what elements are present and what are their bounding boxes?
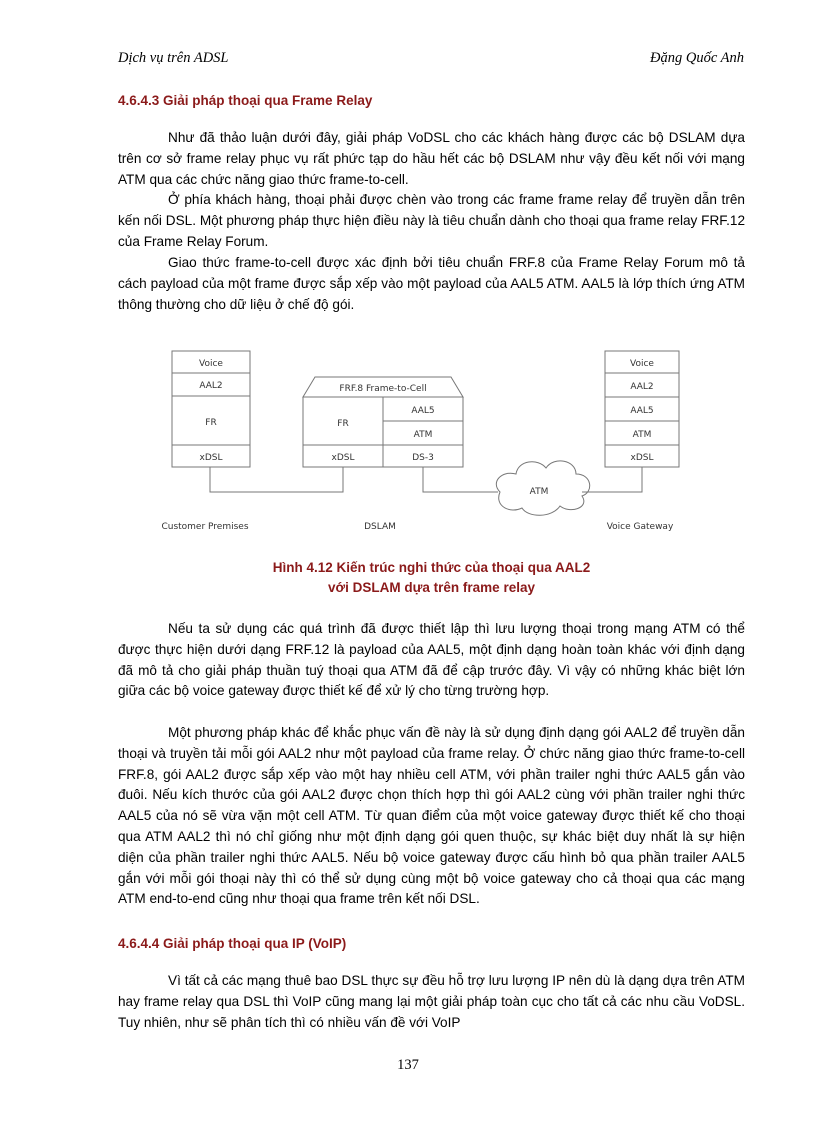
atm-cloud-label: ATM (529, 487, 549, 497)
page-header (118, 50, 744, 70)
dslam-label-ds3: DS-3 (412, 453, 434, 463)
customer-premises-label: Customer Premises (161, 522, 249, 532)
caption-line-2: với DSLAM dựa trên frame relay (328, 580, 535, 595)
figure-caption (118, 558, 745, 598)
cpe-dslam-link (210, 467, 343, 492)
paragraph: Một phương pháp khác để khắc phục vấn đề này là sử dụng định dạng gói AAL2 để truyền dẫn thoại và truyền tải mỗi gói AAL2 như một payload của frame relay. Ở chức năng giao thức frame-to-cell FRF.8, gói AAL2 được sắp xếp vào một hay nhiều cell ATM, với phần trailer nghi thức AAL5 gắn vào đuôi. Nếu kích thước của gói AAL2 được chọn thích hợp thì gói AAL2 cùng với phần trailer nghi thức AAL5 của nó sẽ vừa vặn một cell ATM. Từ quan điểm của một voice gateway được thiết kế cho thoại qua ATM AAL2 thì nó chỉ giống như một định dạng gói quen thuộc, sự khác biệt duy nhất là sự hiện diện của phần trailer nghi thức AAL5. Nếu bộ voice gateway được cấu hình bỏ qua phần trailer AAL5 gắn với mỗi gói thoại này thì có thể sử dụng cùng một bộ voice gateway cho cả thoại qua các mạng ATM end-to-end cũng như thoại qua frame trên kết nối DSL. (118, 725, 745, 907)
paragraph: Như đã thảo luận dưới đây, giải pháp VoDSL cho các khách hàng được các bộ DSLAM dựa trên cơ sở frame relay phục vụ rất phức tạp do hầu hết các bộ DSLAM như vậy đều kết nối với mạng ATM qua các chức năng giao thức frame-to-cell. (118, 130, 745, 187)
dslam-label-xdsl: xDSL (331, 453, 355, 463)
protocol-architecture-diagram (150, 342, 680, 538)
cpe-label-xdsl: xDSL (199, 453, 223, 463)
dslam-label-fr: FR (337, 419, 349, 429)
gw-label-aal5: AAL5 (630, 406, 654, 416)
paragraph: Ở phía khách hàng, thoại phải được chèn vào trong các frame frame relay để truyền dẫn trên kến nối DSL. Một phương pháp thực hiện điều này là tiêu chuẩn dành cho thoại qua frame relay FRF.12 của Frame Relay Forum. (118, 192, 745, 249)
voice-gateway-label: Voice Gateway (606, 522, 674, 532)
cpe-label-aal2: AAL2 (199, 381, 223, 391)
gw-label-aal2: AAL2 (630, 382, 654, 392)
dslam-label: DSLAM (364, 522, 396, 532)
gw-label-xdsl: xDSL (630, 453, 654, 463)
section-heading-voip: 4.6.4.4 Giải pháp thoại qua IP (VoIP) (118, 936, 347, 951)
header-title: Dịch vụ trên ADSL (118, 50, 229, 66)
paragraph: Vì tất cả các mạng thuê bao DSL thực sự đều hỗ trợ lưu lượng IP nên dù là dạng dựa trên ATM hay frame relay qua DSL thì VoIP cũng mang lại một giải pháp toàn cục cho tất cả các nhu cầu VoDSL. Tuy nhiên, như sẽ phân tích thì có nhiều vấn đề với VoIP (118, 973, 745, 1030)
dslam-title: FRF.8 Frame-to-Cell (339, 384, 427, 394)
gw-label-voice: Voice (630, 359, 654, 369)
cpe-label-fr: FR (205, 418, 217, 428)
paragraph: Nếu ta sử dụng các quá trình đã được thiết lập thì lưu lượng thoại trong mạng ATM có thể được thực hiện dưới dạng FRF.12 là payload của AAL5, một định dạng hoàn toàn khác với định dạng đã mô tả cho giải pháp thuần tuý thoại qua ATM đã để cập trước đây. Vì vậy có những khác biệt lớn giữa các bộ voice gateway được thiết kế để xử lý cho từng trường hợp. (118, 621, 745, 699)
header-author: Đặng Quốc Anh (650, 50, 744, 66)
dslam-label-atm: ATM (413, 430, 433, 440)
dslam-label-aal5: AAL5 (411, 406, 435, 416)
section-heading-frame-relay: 4.6.4.3 Giải pháp thoại qua Frame Relay (118, 93, 373, 108)
caption-line-1: Hình 4.12 Kiến trúc nghi thức của thoại qua AAL2 (272, 560, 591, 575)
cpe-label-voice: Voice (199, 359, 223, 369)
paragraph: Giao thức frame-to-cell được xác định bởi tiêu chuẩn FRF.8 của Frame Relay Forum mô tả cách payload của một frame được sắp xếp vào một payload của AAL5 ATM. AAL5 là lớp thích ứng ATM thông thường cho dữ liệu ở chế độ gói. (118, 255, 745, 312)
gw-label-atm: ATM (632, 430, 652, 440)
page-number: 137 (397, 1057, 419, 1073)
